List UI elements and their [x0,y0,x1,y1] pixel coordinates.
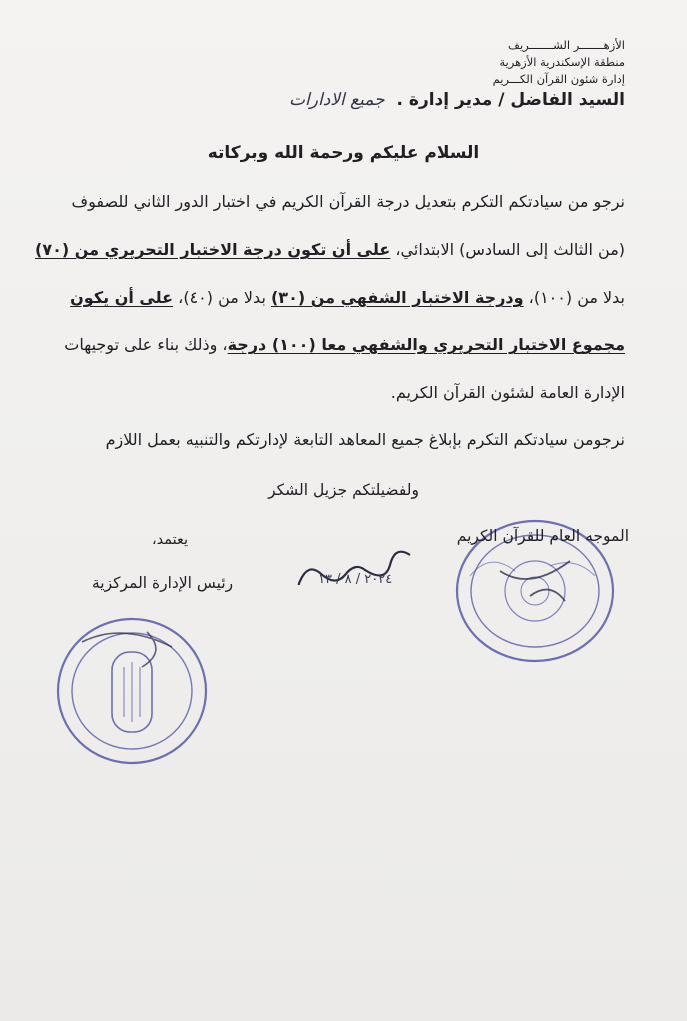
body-line-3-c: بدلا من (٤٠)، [173,288,271,307]
salutation [289,90,625,110]
body-line-4 [40,335,625,354]
body-line-4-a: مجموع الاختبار التحريري والشفهي معا (١٠٠) درجة [227,335,625,354]
handwritten-date: ٢٠٢٤ / ٨ / ١٣ [318,572,393,587]
salutation-handwritten: جميع الادارات [289,90,385,110]
body-line-3 [40,288,625,307]
body-line-5: الإدارة العامة لشئون القرآن الكريم. [390,383,625,402]
letterhead-line-3: إدارة شئون القرآن الكـــريم [492,72,625,86]
body-line-3-b: ودرجة الاختبار الشفهي من (٣٠) [270,288,524,307]
body-line-2-b: على أن تكون درجة الاختبار التحريري من (٧٠) [35,240,391,259]
signature-central-admin: رئيس الإدارة المركزية [92,574,234,592]
signature-general-supervisor: الموجه العام للقرآن الكريم [456,527,629,545]
salutation-prefix: السيد الفاضل / مدير إدارة . [396,90,625,110]
body-line-4-b: ، وذلك بناء على توجيهات [64,335,228,354]
body-line-3-a: بدلا من (١٠٠)، [523,288,625,307]
body-line-3-d: على أن يكون [70,288,174,307]
body-line-2-a: (من الثالث إلى السادس) الابتدائي، [390,240,625,259]
body-line-1: نرجو من سيادتكم التكرم بتعديل درجة القرآن الكريم في اختبار الدور الثاني للصفوف [71,192,625,211]
closing-thanks: ولفضيلتكم جزيل الشكر [268,481,419,499]
greeting: السلام عليكم ورحمة الله وبركاته [207,143,480,163]
approval-label: يعتمد، [152,532,189,548]
letterhead-line-1: الأزهـــــــر الشـــــــريف [508,38,625,52]
letterhead [445,37,625,88]
oval-stamp-icon [52,612,212,770]
body-line-2 [35,240,625,259]
letterhead-line-2: منطقة الإسكندرية الأزهرية [499,55,625,69]
body-line-6: نرجومن سيادتكم التكرم بإبلاغ جميع المعاهد التابعة لإدارتكم والتنبيه بعمل اللازم [105,430,625,449]
